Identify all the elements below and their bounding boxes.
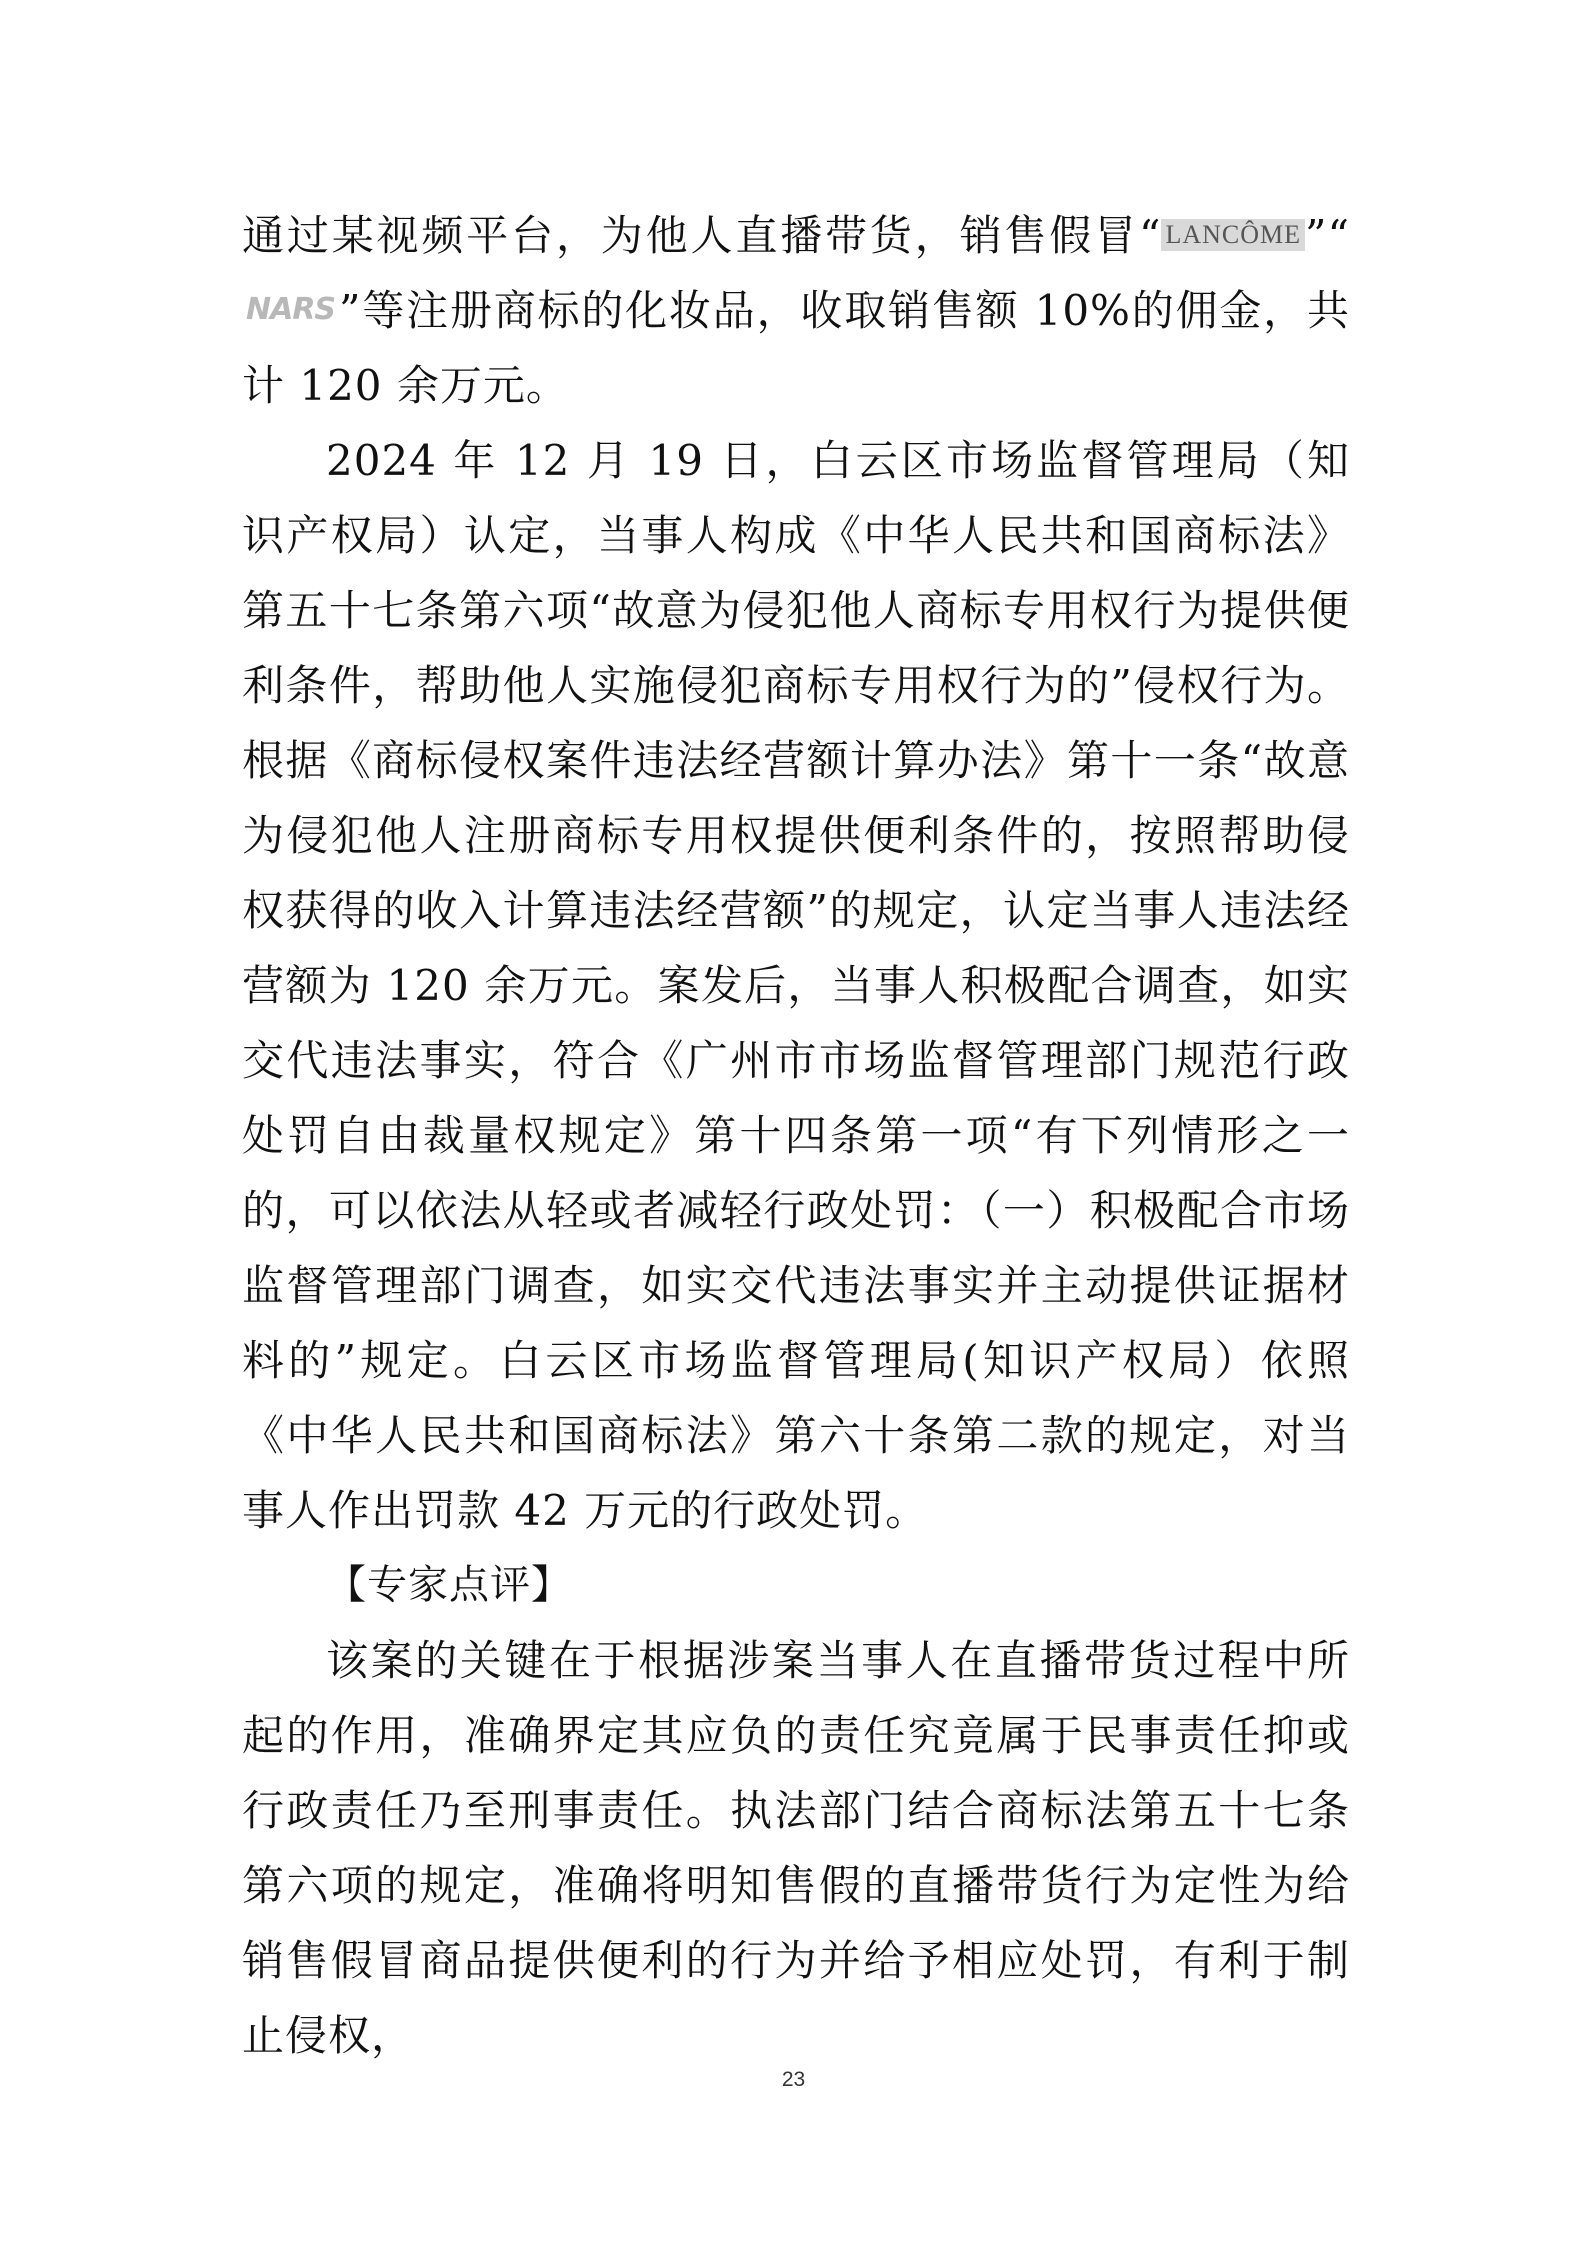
paragraph-expert-review: 该案的关键在于根据涉案当事人在直播带货过程中所起的作用，准确界定其应负的责任究竟属于民事责任抑或行政责任乃至刑事责任。执法部门结合商标法第五十七条第六项的规定，准确将明知售假的直播带货行为定性为给销售假冒商品提供便利的行为并给予相应处罚，有利于制止侵权， — [242, 1636, 1350, 2060]
paragraph-text: 通过某视频平台，为他人直播带货，销售假冒“ — [242, 211, 1162, 260]
section-heading-expert-review: 【专家点评】 — [326, 1562, 572, 1608]
paragraph-text: ”“ — [1305, 211, 1350, 260]
nars-logo: NARS — [246, 292, 336, 327]
lancome-logo: LANCÔME — [1161, 219, 1305, 251]
paragraph-continuation — [242, 198, 1350, 423]
paragraph-ruling: 2024 年 12 月 19 日，白云区市场监督管理局（知识产权局）认定，当事人构成《中华人民共和国商标法》第五十七条第六项“故意为侵犯他人商标专用权行为提供便利条件，帮助他人实施侵犯商标专用权行为的”侵权行为。根据《商标侵权案件违法经营额计算办法》第十一条“故意为侵犯他人注册商标专用权提供便利条件的，按照帮助侵权获得的收入计算违法经营额”的规定，认定当事人违法经营额为 120 余万元。案发后，当事人积极配合调查，如实交代违法事实，符合《广州市市场监督管理部门规范行政处罚自由裁量权规定》第十四条第一项“有下列情形之一的，可以依法从轻或者减轻行政处罚：（一）积极配合市场监督管理部门调查，如实交代违法事实并主动提供证据材料的”规定。白云区市场监督管理局(知识产权局）依照《中华人民共和国商标法》第六十条第二款的规定，对当事人作出罚款 42 万元的行政处罚。 — [242, 436, 1350, 1535]
page-number: 23 — [781, 2068, 806, 2091]
document-body — [242, 198, 1350, 2073]
paragraph-text: ”等注册商标的化妆品，收取销售额 10%的佣金，共计 120 余万元。 — [242, 286, 1350, 410]
